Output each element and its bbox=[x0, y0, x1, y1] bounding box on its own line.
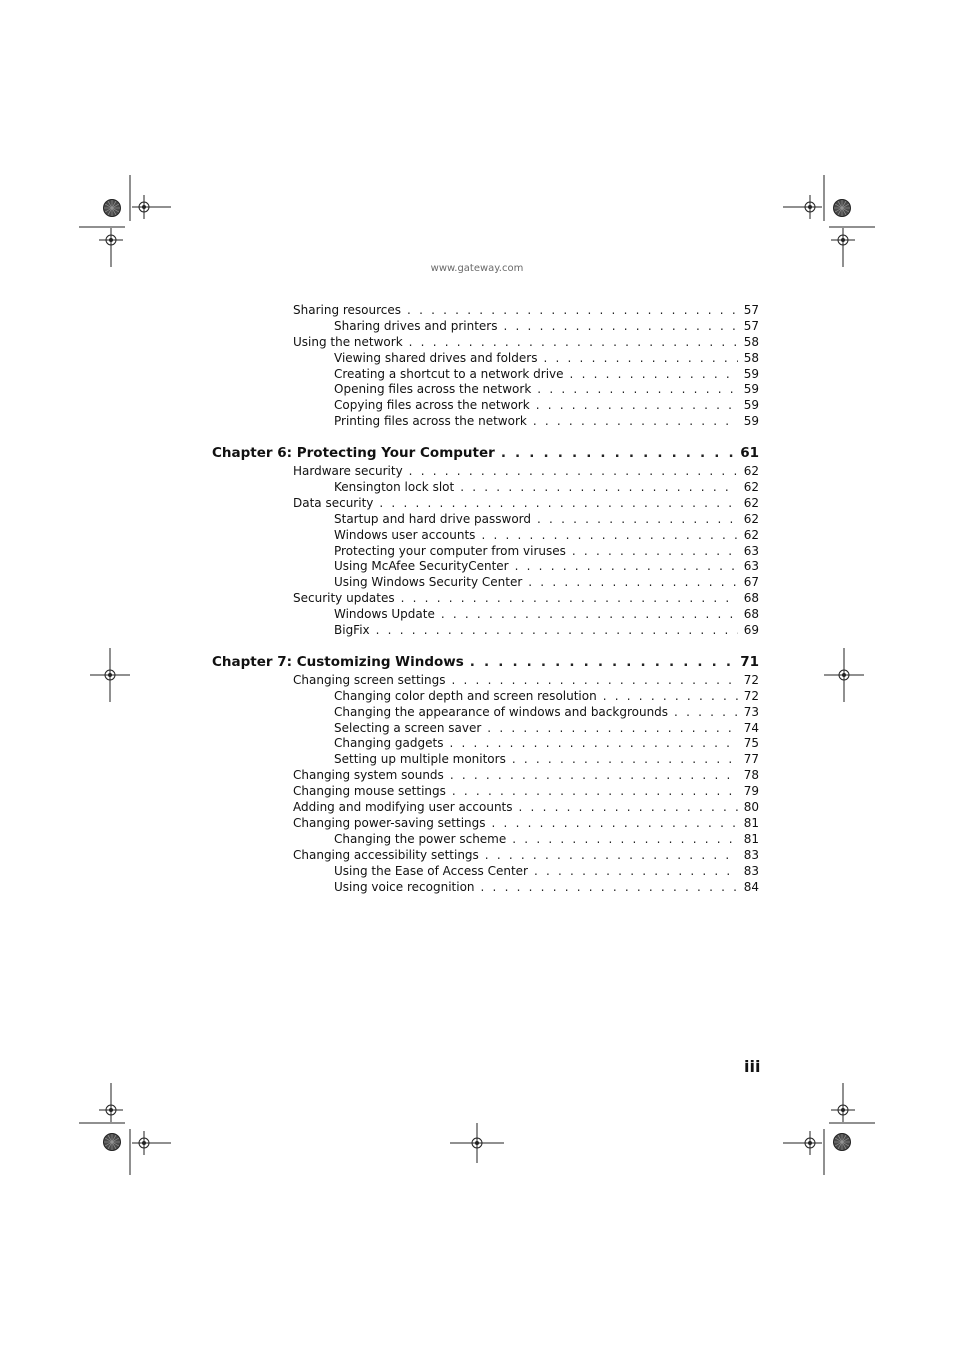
toc-entry-title: Windows Update bbox=[334, 607, 435, 622]
toc-entry-page: 77 bbox=[743, 752, 759, 767]
page-number: iii bbox=[744, 1057, 761, 1076]
toc-entry-title: Adding and modifying user accounts bbox=[293, 800, 513, 815]
toc-entry-title: Hardware security bbox=[293, 464, 403, 479]
toc-entry-page: 81 bbox=[743, 831, 759, 846]
toc-entry-title: Protecting your computer from viruses bbox=[334, 543, 566, 558]
toc-entry-title: Using Windows Security Center bbox=[334, 575, 523, 590]
toc-entry-page: 68 bbox=[743, 607, 759, 622]
toc-entry-title: Changing screen settings bbox=[293, 672, 446, 687]
toc-entry-page: 59 bbox=[743, 398, 759, 413]
toc-entry-title: Printing files across the network bbox=[334, 414, 527, 429]
toc-entry-title: Viewing shared drives and folders bbox=[334, 350, 538, 365]
toc-entry-title: Selecting a screen saver bbox=[334, 720, 482, 735]
toc-entry-page: 75 bbox=[743, 736, 759, 751]
toc-entry-title: Using the Ease of Access Center bbox=[334, 863, 528, 878]
toc-entry-page: 69 bbox=[743, 623, 759, 638]
toc-entry-title: Copying files across the network bbox=[334, 398, 530, 413]
toc-entry-title: Data security bbox=[293, 495, 374, 510]
toc-entry-page: 84 bbox=[743, 879, 759, 894]
toc-entry-title: Changing system sounds bbox=[293, 768, 444, 783]
toc-entry-page: 83 bbox=[743, 863, 759, 878]
toc-entry-page: 81 bbox=[743, 815, 759, 830]
page-header-url: www.gateway.com bbox=[430, 263, 524, 274]
toc-entry-page: 58 bbox=[743, 334, 759, 349]
toc-entry-page: 68 bbox=[743, 591, 759, 606]
toc-entry-page: 79 bbox=[743, 784, 759, 799]
toc-entry-page: 62 bbox=[743, 480, 759, 495]
toc-entry-page: 71 bbox=[740, 653, 759, 670]
toc-entry-title: Sharing drives and printers bbox=[334, 318, 498, 333]
toc-entry-page: 73 bbox=[743, 704, 759, 719]
toc-entry-page: 62 bbox=[743, 527, 759, 542]
toc-entry-title: Changing the appearance of windows and backgrounds bbox=[334, 704, 669, 719]
toc-entry-page: 67 bbox=[743, 575, 759, 590]
toc-entry-title: Sharing resources bbox=[293, 303, 402, 317]
toc-entry-page: 78 bbox=[743, 768, 759, 783]
toc-entry-page: 63 bbox=[743, 543, 759, 558]
toc-entry-page: 57 bbox=[743, 318, 759, 333]
toc-entry-page: 62 bbox=[743, 495, 759, 510]
toc-entry-title: Windows user accounts bbox=[334, 527, 476, 542]
toc-entry-title: Startup and hard drive password bbox=[334, 511, 532, 526]
toc-entry-title: Creating a shortcut to a network drive bbox=[334, 366, 564, 381]
toc-entry-page: 80 bbox=[743, 800, 759, 815]
toc-entry-title: BigFix bbox=[334, 623, 370, 638]
toc-entry-title: Changing power-saving settings bbox=[293, 815, 486, 830]
toc-entry-title: Changing the power scheme bbox=[334, 831, 507, 846]
toc-entry-title: Chapter 6: Protecting Your Computer bbox=[212, 445, 495, 462]
toc-entry-page: 62 bbox=[743, 511, 759, 526]
toc-entry-title: Using McAfee SecurityCenter bbox=[334, 559, 509, 574]
toc-entry-page: 59 bbox=[743, 366, 759, 381]
toc-entry-title: Chapter 7: Customizing Windows bbox=[212, 653, 464, 670]
toc-entry-title: Using voice recognition bbox=[334, 879, 475, 894]
toc-entry-title: Kensington lock slot bbox=[334, 480, 455, 495]
toc-entry-page: 59 bbox=[743, 414, 759, 429]
toc-entry-page: 61 bbox=[740, 445, 759, 462]
toc-entry-title: Setting up multiple monitors bbox=[334, 752, 506, 767]
toc-entry-title: Using the network bbox=[293, 334, 403, 349]
toc-entry-page: 72 bbox=[743, 688, 759, 703]
toc-entry-page: 59 bbox=[743, 382, 759, 397]
toc-entry-title: Security updates bbox=[293, 591, 395, 606]
toc-entry-page: 58 bbox=[743, 350, 759, 365]
toc-entry-title: Changing gadgets bbox=[334, 736, 444, 751]
toc-entry-page: 83 bbox=[743, 847, 759, 862]
toc-entry-page: 63 bbox=[743, 559, 759, 574]
toc-entry-title: Opening files across the network bbox=[334, 382, 532, 397]
toc-entry-title: Changing mouse settings bbox=[293, 784, 446, 799]
toc-entry-title: Changing accessibility settings bbox=[293, 847, 479, 862]
toc-entry-page: 74 bbox=[743, 720, 759, 735]
toc-entry-page: 57 bbox=[743, 303, 759, 317]
toc-entry-page: 72 bbox=[743, 672, 759, 687]
toc-entry-page: 62 bbox=[743, 464, 759, 479]
toc-entry-title: Changing color depth and screen resolution bbox=[334, 688, 597, 703]
